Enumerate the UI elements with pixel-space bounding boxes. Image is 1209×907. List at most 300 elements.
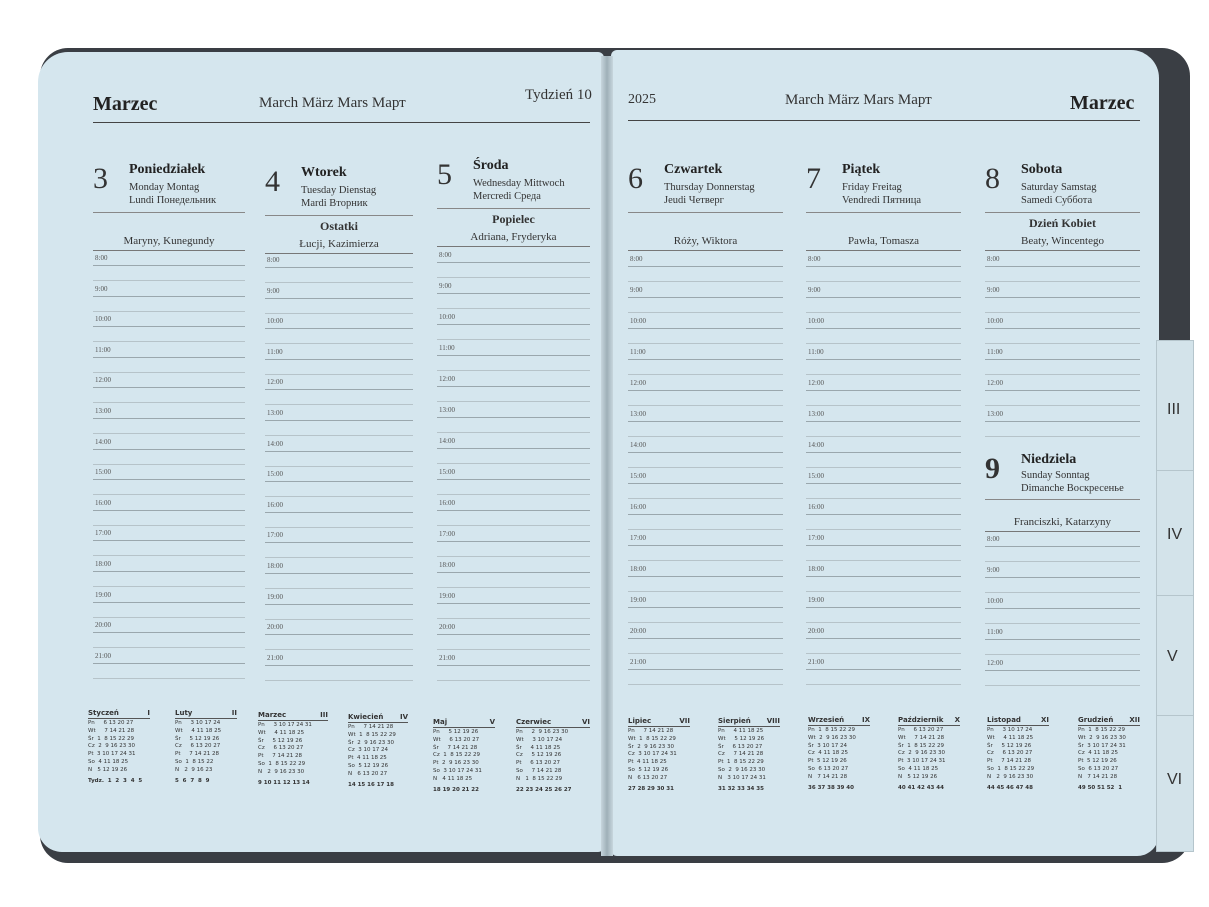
- hour-label: 19:00: [95, 590, 111, 599]
- hour-label: 17:00: [439, 530, 455, 538]
- mini-calendar-row: Pn 6 13 20 27: [88, 720, 134, 726]
- hour-label: 14:00: [439, 437, 455, 445]
- hour-label: 10:00: [439, 313, 455, 321]
- hour-line[interactable]: [628, 421, 783, 422]
- holiday-label: Ostatki: [319, 219, 358, 233]
- mini-calendar-month: Grudzień: [1078, 716, 1114, 724]
- half-hour-line[interactable]: [437, 308, 590, 309]
- half-hour-line[interactable]: [265, 557, 413, 558]
- day-rule: [628, 212, 783, 213]
- names-rule: [806, 250, 961, 251]
- mini-calendar-row: Śr 2 9 16 23 30: [628, 743, 674, 750]
- half-hour-line[interactable]: [628, 343, 783, 344]
- name-day-label: Pawła, Tomasza: [847, 235, 920, 247]
- hour-line[interactable]: [806, 576, 961, 577]
- day-name: Sobota: [1021, 162, 1063, 177]
- half-hour-line[interactable]: [265, 588, 413, 589]
- hour-line[interactable]: [93, 663, 245, 664]
- hour-line[interactable]: [437, 634, 590, 635]
- month-index-tab[interactable]: [1156, 470, 1194, 597]
- mini-calendar-row: Pn 1 8 15 22 29: [808, 727, 855, 733]
- half-hour-line[interactable]: [93, 555, 245, 556]
- hour-line[interactable]: [806, 359, 961, 360]
- hour-label: 16:00: [95, 498, 111, 507]
- hour-label: 9:00: [987, 566, 1000, 574]
- half-hour-line[interactable]: [985, 685, 1140, 686]
- mini-calendar-row: So 6 13 20 27: [1078, 765, 1119, 772]
- mini-calendar-row: Pt 5 12 19 26: [808, 758, 847, 765]
- hour-line[interactable]: [93, 265, 245, 266]
- half-hour-line[interactable]: [985, 374, 1140, 375]
- hour-line[interactable]: [265, 481, 413, 482]
- half-hour-line[interactable]: [628, 281, 783, 282]
- hour-line[interactable]: [265, 665, 413, 666]
- half-hour-line[interactable]: [985, 281, 1140, 282]
- half-hour-line[interactable]: [93, 280, 245, 281]
- mini-calendar-row: Wt 2 9 16 23 30: [1078, 734, 1126, 741]
- day-number: 6: [628, 162, 643, 195]
- half-hour-line[interactable]: [806, 405, 961, 406]
- mini-calendar-month: Luty: [175, 709, 193, 717]
- half-hour-line[interactable]: [628, 405, 783, 406]
- mini-calendar-roman: XI: [1040, 716, 1049, 724]
- mini-calendar-row: Pn 7 14 21 28: [628, 728, 674, 734]
- half-hour-line[interactable]: [265, 313, 413, 314]
- hour-line[interactable]: [93, 449, 245, 450]
- mini-calendar-month: Czerwiec: [516, 718, 552, 726]
- mini-calendar-month: Marzec: [258, 711, 287, 719]
- hour-line[interactable]: [806, 514, 961, 515]
- hour-line[interactable]: [437, 510, 590, 511]
- hour-label: 20:00: [267, 623, 283, 632]
- hour-line[interactable]: [93, 479, 245, 480]
- hour-line[interactable]: [93, 418, 245, 419]
- mini-calendar-row: N 7 14 21 28: [808, 773, 848, 780]
- half-hour-line[interactable]: [93, 433, 245, 434]
- hour-line[interactable]: [93, 357, 245, 358]
- half-hour-line[interactable]: [806, 653, 961, 654]
- hour-label: 11:00: [439, 344, 455, 352]
- hour-line[interactable]: [985, 359, 1140, 360]
- hour-line[interactable]: [437, 417, 590, 418]
- half-hour-line[interactable]: [93, 311, 245, 312]
- mini-calendar-row: Pt 2 9 16 23 30: [433, 760, 479, 767]
- hour-label: 12:00: [95, 376, 111, 385]
- hour-line[interactable]: [806, 452, 961, 453]
- half-hour-line[interactable]: [93, 494, 245, 495]
- mini-calendar: [175, 709, 237, 784]
- half-hour-line[interactable]: [628, 560, 783, 561]
- mini-calendar-row: N 7 14 21 28: [1078, 773, 1118, 780]
- mini-calendar: [348, 713, 408, 788]
- hour-line[interactable]: [806, 638, 961, 639]
- half-hour-line[interactable]: [437, 401, 590, 402]
- half-hour-line[interactable]: [93, 617, 245, 618]
- hour-line[interactable]: [93, 510, 245, 511]
- hour-line[interactable]: [806, 607, 961, 608]
- day-name-translation: Dimanche Воскресенье: [1021, 483, 1124, 494]
- half-hour-line[interactable]: [437, 680, 590, 681]
- mini-calendar-roman: X: [954, 716, 960, 724]
- hour-line[interactable]: [806, 669, 961, 670]
- half-hour-line[interactable]: [93, 341, 245, 342]
- mini-calendar-row: Śr 3 10 17 24: [808, 742, 847, 749]
- mini-calendar-row: Pn 1 8 15 22 29: [1078, 727, 1125, 733]
- names-rule: [985, 250, 1140, 251]
- mini-calendar-row: Śr 1 8 15 22 29: [88, 735, 134, 742]
- day-rule: [985, 212, 1140, 213]
- half-hour-line[interactable]: [93, 647, 245, 648]
- hour-line[interactable]: [985, 670, 1140, 671]
- hour-label: 12:00: [439, 375, 455, 383]
- day-number: 5: [437, 158, 452, 191]
- mini-calendar-row: Pt 4 11 18 25: [628, 759, 667, 766]
- hour-line[interactable]: [437, 665, 590, 666]
- mini-calendar-row: N 2 9 16 23 30: [258, 768, 305, 775]
- half-hour-line[interactable]: [806, 467, 961, 468]
- hour-line[interactable]: [628, 638, 783, 639]
- hour-line[interactable]: [985, 639, 1140, 640]
- mini-calendar-row: Wt 7 14 21 28: [88, 727, 135, 734]
- half-hour-line[interactable]: [437, 587, 590, 588]
- mini-calendar-row: So 5 12 19 26: [628, 766, 669, 773]
- hour-line[interactable]: [437, 603, 590, 604]
- hour-line[interactable]: [628, 545, 783, 546]
- hour-line[interactable]: [437, 355, 590, 356]
- hour-label: 21:00: [95, 651, 111, 660]
- hour-label: 10:00: [808, 317, 824, 325]
- day-rule: [806, 212, 961, 213]
- hour-label: 9:00: [987, 286, 1000, 294]
- hour-line[interactable]: [93, 387, 245, 388]
- hour-label: 13:00: [630, 410, 646, 418]
- mini-calendar-row: Śr 3 10 17 24 31: [1078, 742, 1126, 749]
- half-hour-line[interactable]: [985, 561, 1140, 562]
- half-hour-line[interactable]: [628, 312, 783, 313]
- hour-line[interactable]: [985, 390, 1140, 391]
- mini-calendar-weeks: 22 23 24 25 26 27: [516, 786, 572, 793]
- half-hour-line[interactable]: [985, 343, 1140, 344]
- hour-line[interactable]: [93, 540, 245, 541]
- half-hour-line[interactable]: [628, 622, 783, 623]
- names-rule: [628, 250, 783, 251]
- half-hour-line[interactable]: [93, 678, 245, 679]
- hour-line[interactable]: [628, 483, 783, 484]
- hour-label: 13:00: [808, 410, 824, 418]
- half-hour-line[interactable]: [628, 684, 783, 685]
- day-column: [806, 162, 961, 702]
- hour-line[interactable]: [437, 262, 590, 263]
- half-hour-line[interactable]: [265, 343, 413, 344]
- mini-calendar-row: Cz 4 11 18 25: [808, 750, 848, 757]
- hour-label: 14:00: [630, 441, 646, 449]
- day-number: 9: [985, 452, 1000, 485]
- tab-label: V: [1167, 648, 1178, 665]
- mini-calendar-row: N 5 12 19 26: [88, 766, 128, 773]
- hour-line[interactable]: [265, 604, 413, 605]
- mini-calendar-roman: II: [231, 709, 237, 717]
- hour-line[interactable]: [265, 328, 413, 329]
- half-hour-line[interactable]: [437, 494, 590, 495]
- mini-calendar-row: So 6 13 20 27: [808, 765, 849, 772]
- half-hour-line[interactable]: [628, 436, 783, 437]
- hour-line[interactable]: [985, 608, 1140, 609]
- hour-line[interactable]: [985, 266, 1140, 267]
- mini-calendar-roman: V: [489, 718, 495, 726]
- day-name-translation: Saturday Samstag: [1021, 182, 1097, 193]
- mini-calendar-row: Cz 3 10 17 24 31: [628, 751, 677, 758]
- hour-line[interactable]: [985, 546, 1140, 547]
- mini-calendar-row: Wt 4 11 18 25: [175, 727, 222, 734]
- mini-calendar-row: Pn 3 10 17 24: [987, 727, 1033, 733]
- hour-line[interactable]: [437, 448, 590, 449]
- hour-line[interactable]: [265, 389, 413, 390]
- mini-calendar: [628, 717, 690, 792]
- mini-calendar-row: Cz 4 11 18 25: [1078, 750, 1118, 757]
- tab-label: IV: [1167, 526, 1183, 543]
- mini-calendar-row: So 4 11 18 25: [898, 765, 939, 772]
- half-hour-line[interactable]: [437, 525, 590, 526]
- half-hour-line[interactable]: [806, 343, 961, 344]
- mini-calendar-row: Cz 2 9 16 23 30: [88, 743, 135, 750]
- mini-calendar-row: Pt 7 14 21 28: [175, 751, 219, 758]
- hour-label: 16:00: [267, 500, 283, 509]
- half-hour-line[interactable]: [806, 281, 961, 282]
- half-hour-line[interactable]: [628, 653, 783, 654]
- mini-calendar-month: Styczeń: [88, 709, 119, 717]
- hour-line[interactable]: [806, 297, 961, 298]
- mini-calendar-roman: III: [320, 711, 328, 719]
- day-name-translation: Friday Freitag: [842, 182, 902, 193]
- hour-label: 17:00: [630, 534, 646, 542]
- hour-label: 9:00: [267, 286, 280, 295]
- mini-calendar-row: Śr 4 11 18 25: [516, 744, 561, 751]
- half-hour-line[interactable]: [628, 498, 783, 499]
- mini-calendar-row: Wt 4 11 18 25: [258, 729, 305, 736]
- half-hour-line[interactable]: [437, 649, 590, 650]
- name-day-label: Maryny, Kunegundy: [123, 235, 215, 247]
- half-hour-line[interactable]: [265, 649, 413, 650]
- hour-line[interactable]: [265, 451, 413, 452]
- hour-label: 20:00: [808, 627, 824, 635]
- hour-line[interactable]: [437, 293, 590, 294]
- mini-calendar-month: Wrzesień: [808, 716, 845, 724]
- left-header-rule: [93, 122, 590, 123]
- hour-line[interactable]: [985, 421, 1140, 422]
- half-hour-line[interactable]: [985, 436, 1140, 437]
- hour-line[interactable]: [985, 577, 1140, 578]
- mini-calendar-row: Śr 5 12 19 26: [258, 737, 303, 744]
- hour-line[interactable]: [628, 390, 783, 391]
- mini-calendar-row: So 4 11 18 25: [88, 758, 129, 765]
- mini-calendar-row: Wt 3 10 17 24: [516, 736, 563, 743]
- hour-label: 16:00: [439, 499, 455, 507]
- hour-label: 8:00: [987, 255, 1000, 263]
- hour-line[interactable]: [437, 479, 590, 480]
- half-hour-line[interactable]: [437, 370, 590, 371]
- half-hour-line[interactable]: [265, 435, 413, 436]
- mini-calendar-row: Cz 3 10 17 24: [348, 747, 388, 754]
- mini-calendar-row: Pt 1 8 15 22 29: [718, 759, 764, 766]
- half-hour-line[interactable]: [806, 684, 961, 685]
- mini-calendar-row: Pt 4 11 18 25: [348, 755, 387, 762]
- hour-label: 10:00: [95, 315, 111, 324]
- half-hour-line[interactable]: [628, 374, 783, 375]
- half-hour-line[interactable]: [806, 560, 961, 561]
- half-hour-line[interactable]: [265, 496, 413, 497]
- hour-line[interactable]: [806, 328, 961, 329]
- hour-line[interactable]: [93, 571, 245, 572]
- hour-line[interactable]: [628, 452, 783, 453]
- mini-calendar-row: Cz 5 12 19 26: [516, 752, 562, 759]
- half-hour-line[interactable]: [93, 586, 245, 587]
- half-hour-line[interactable]: [985, 592, 1140, 593]
- mini-calendar-roman: VI: [581, 718, 590, 726]
- hour-line[interactable]: [628, 297, 783, 298]
- month-index-tab[interactable]: [1156, 340, 1194, 482]
- mini-calendar-row: Pn 3 10 17 24 31: [258, 722, 312, 728]
- hour-line[interactable]: [93, 326, 245, 327]
- half-hour-line[interactable]: [985, 623, 1140, 624]
- half-hour-line[interactable]: [265, 404, 413, 405]
- hour-line[interactable]: [806, 266, 961, 267]
- day-name-translation: Wednesday Mittwoch: [473, 178, 565, 189]
- half-hour-line[interactable]: [93, 464, 245, 465]
- hour-line[interactable]: [265, 420, 413, 421]
- mini-calendar-roman: IX: [861, 716, 870, 724]
- hour-label: 12:00: [267, 378, 283, 387]
- hour-line[interactable]: [628, 576, 783, 577]
- hour-line[interactable]: [437, 324, 590, 325]
- half-hour-line[interactable]: [806, 374, 961, 375]
- mini-calendar-row: Wt 7 14 21 28: [898, 734, 945, 741]
- hour-line[interactable]: [93, 602, 245, 603]
- day-number: 4: [265, 165, 280, 198]
- hour-line[interactable]: [437, 541, 590, 542]
- hour-line[interactable]: [265, 298, 413, 299]
- mini-calendar-roman: I: [147, 709, 150, 717]
- day-name-translation: Mardi Вторник: [301, 198, 368, 209]
- half-hour-line[interactable]: [985, 654, 1140, 655]
- half-hour-line[interactable]: [628, 529, 783, 530]
- mini-calendar-row: Pn 6 13 20 27: [898, 727, 944, 733]
- half-hour-line[interactable]: [806, 591, 961, 592]
- hour-line[interactable]: [265, 634, 413, 635]
- hour-line[interactable]: [628, 359, 783, 360]
- hour-label: 9:00: [630, 286, 643, 294]
- hour-line[interactable]: [806, 483, 961, 484]
- hour-line[interactable]: [628, 266, 783, 267]
- hour-line[interactable]: [265, 359, 413, 360]
- half-hour-line[interactable]: [806, 622, 961, 623]
- half-hour-line[interactable]: [985, 312, 1140, 313]
- hour-label: 8:00: [987, 535, 1000, 543]
- day-name: Wtorek: [301, 165, 347, 180]
- half-hour-line[interactable]: [437, 618, 590, 619]
- half-hour-line[interactable]: [437, 556, 590, 557]
- mini-calendar-month: Sierpień: [718, 717, 751, 725]
- right-month-translations: March März Mars Март: [785, 92, 932, 108]
- month-index-tab[interactable]: [1156, 595, 1194, 717]
- mini-calendar-month: Lipiec: [628, 717, 652, 725]
- half-hour-line[interactable]: [265, 466, 413, 467]
- half-hour-line[interactable]: [265, 374, 413, 375]
- mini-calendar-row: Pt 6 13 20 27: [516, 760, 560, 767]
- hour-line[interactable]: [93, 296, 245, 297]
- half-hour-line[interactable]: [265, 282, 413, 283]
- hour-line[interactable]: [985, 328, 1140, 329]
- mini-calendar-row: Pt 7 14 21 28: [258, 753, 302, 760]
- hour-line[interactable]: [265, 267, 413, 268]
- hour-line[interactable]: [93, 632, 245, 633]
- mini-calendar-row: N 6 13 20 27: [348, 770, 388, 777]
- half-hour-line[interactable]: [806, 436, 961, 437]
- mini-calendar-weeks: 44 45 46 47 48: [987, 784, 1033, 791]
- half-hour-line[interactable]: [93, 372, 245, 373]
- mini-calendar-weeks: 18 19 20 21 22: [433, 786, 479, 793]
- half-hour-line[interactable]: [628, 467, 783, 468]
- half-hour-line[interactable]: [265, 527, 413, 528]
- day-name-translation: Samedi Суббота: [1021, 195, 1093, 206]
- mini-calendar-row: Śr 5 12 19 26: [175, 735, 220, 742]
- hour-line[interactable]: [806, 390, 961, 391]
- half-hour-line[interactable]: [437, 339, 590, 340]
- hour-line[interactable]: [265, 512, 413, 513]
- half-hour-line[interactable]: [806, 498, 961, 499]
- day-name: Środa: [473, 158, 509, 173]
- half-hour-line[interactable]: [806, 529, 961, 530]
- hour-line[interactable]: [628, 328, 783, 329]
- hour-line[interactable]: [985, 297, 1140, 298]
- half-hour-line[interactable]: [437, 463, 590, 464]
- hour-line[interactable]: [628, 669, 783, 670]
- mini-calendar-weeks: 27 28 29 30 31: [628, 785, 674, 792]
- day-number: 8: [985, 162, 1000, 195]
- hour-line[interactable]: [265, 573, 413, 574]
- hour-line[interactable]: [437, 572, 590, 573]
- half-hour-line[interactable]: [628, 591, 783, 592]
- half-hour-line[interactable]: [437, 277, 590, 278]
- hour-line[interactable]: [628, 607, 783, 608]
- half-hour-line[interactable]: [985, 405, 1140, 406]
- day-column: [437, 158, 590, 698]
- mini-calendar: [987, 716, 1049, 791]
- half-hour-line[interactable]: [265, 619, 413, 620]
- mini-calendar-month: Październik: [898, 716, 944, 724]
- half-hour-line[interactable]: [437, 432, 590, 433]
- mini-calendar-row: Wt 4 11 18 25: [987, 734, 1034, 741]
- hour-label: 11:00: [987, 628, 1003, 636]
- hour-line[interactable]: [265, 542, 413, 543]
- half-hour-line[interactable]: [806, 312, 961, 313]
- half-hour-line[interactable]: [265, 680, 413, 681]
- mini-calendar-month: Maj: [433, 718, 448, 726]
- hour-line[interactable]: [806, 421, 961, 422]
- mini-calendar: [88, 709, 150, 784]
- hour-label: 15:00: [267, 470, 283, 479]
- hour-line[interactable]: [806, 545, 961, 546]
- half-hour-line[interactable]: [93, 402, 245, 403]
- month-index-tab[interactable]: [1156, 715, 1194, 852]
- half-hour-line[interactable]: [93, 525, 245, 526]
- hour-line[interactable]: [628, 514, 783, 515]
- hour-label: 18:00: [439, 561, 455, 569]
- hour-label: 11:00: [267, 347, 283, 356]
- hour-label: 12:00: [987, 659, 1003, 667]
- hour-line[interactable]: [437, 386, 590, 387]
- mini-calendar-month: Kwiecień: [348, 713, 384, 721]
- mini-calendar-row: N 4 11 18 25: [433, 775, 473, 782]
